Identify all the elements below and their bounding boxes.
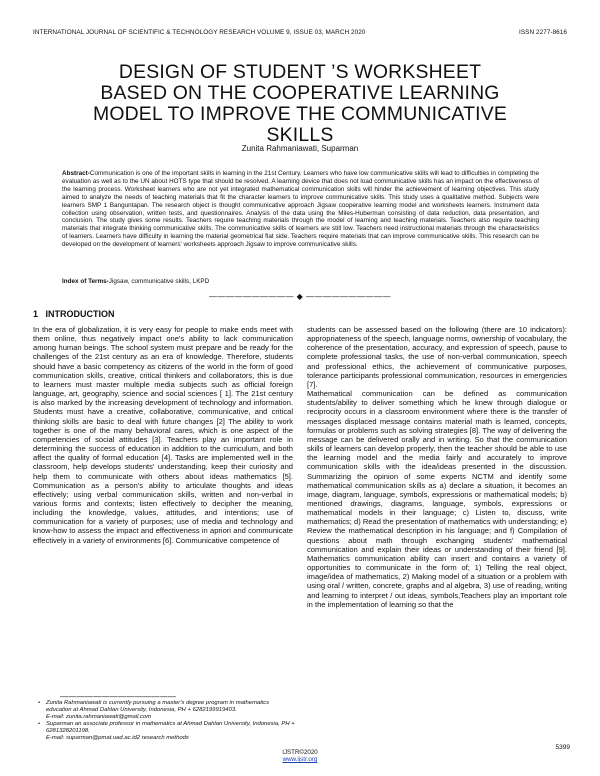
section-heading [33,309,115,319]
right-paragraph: students can be assessed based on the following (there are 10 indicators): appropriateness of the speech, language norms, ownership of vocabulary, the coherence of the presentation, accuracy, and expression of speech, pause to complete professional tasks, the use of non-verbal communication, speech and professional ethics, the achievement of communicative purposes, tolerance participants professional communication, resources in emergencies [7]. [307,325,567,389]
title-line: DESIGN OF STUDENT ’S WORKSHEET [118,61,482,83]
section-title: INTRODUCTION [45,309,115,319]
index-terms [62,278,539,285]
index-terms-label: Index of Terms- [62,278,109,285]
section-number: 1 [33,309,39,319]
title-line: MODEL TO IMPROVE THE COMMUNICATIVE [92,103,508,125]
right-paragraph: Mathematical communication can be defined as communication students/ability to deliver something which he knew through dialogue or reciprocity occurs in a classroom environment where there is the transfer of messages displaced message contains material math is learned, concepts, formulas or problems such as solving strategies [8]. The way of delivering the message can be delivered orally and in writing. So that the communication skills of learners can develop properly, then the teacher should be able to use the learning model and the media fairly and accurately to improve communication skills with the idea/ideas presented in the discussion. Summarizing the opinion of some experts NCTM and identify some mathematical communication skills as a) declare a situation, it becomes an image, diagram, language, symbols, expressions or mathematical models; b) mentioned drawings, diagrams, language, symbols, expressions or mathematical models in their language; c) Listen to, discuss, write mathematics; d) Read the presentation of mathematics with understanding; e) Review the mathematical description in his language; and f) Compilation of questions about math through exchanging students' mathematical communication and explain their ideas or understanding of their friend [9]. Mathematics communication ability can insert and contains a variety of opportunities to communicate in the form of; 1) Telling the real object, image/idea of mathematics, 2) Making model of a situation or a problem with using oral / written, concrete, graphs and al algebra, 3) use of reading, writing and learning to interpret / out ideas, symbols,Teachers play an important role in the implementation of learning so that the [307,389,567,609]
title-line: BASED ON THE COOPERATIVE LEARNING [100,82,500,104]
footnote-item [38,700,296,721]
site-link[interactable]: www.ijstr.org [282,756,318,764]
left-column-text: In the era of globalization, it is very easy for people to make ends meet with them online, thus negatively impact one's ability to lack communication among human beings. The school system must prepare and be ready for the challenges of the 21st century as an era of knowledge. Therefore, students should have a basic competency as citizens of the world in the form of good communication skills, creative, critical thinkers and collaborators, this is due to learners must master multiple media subjects such as official foreign language, art, geography, science and social sciences [ 1]. The 21st century is also marked by the increasing development of technology and information. Students must have a creative, collaborative, communicative, and critical thinking skills are basic to deal with future changes [2] The ability to work together is one of the many behavioral cares, which is one aspect of the competencies of social attitudes [3]. Teachers play an important role in determining the success of education in addition to the curriculum, and both affect the quality of formal education [4]. Tasks are implemented well in the classroom, help develops students' understanding, keep their curiosity and help them to communicate with others about ideas mathematics [5]. Communication as a person's ability to articulate thoughts and ideas effectively; using verbal communication skills, written and non-verbal in various forms and contexts; listen effectively to decipher the meaning, including the knowledge, values, attitudes, and intentions; use of communication for a variety of purposes; use of media and technology and know-how to assess the impact and effectiveness in apriori and communicate effectively in a variety of environments [6]. Communicative competence of [33,325,293,545]
author-list: Zunita Rahmaniawati, Suparman [241,144,359,153]
page-footer [0,749,600,764]
abstract-text: Communication is one of the important skills in learning in the 21st Century. Learners who have low communicative skills will lead to difficulties in completing the evaluation as well as to the UN about HOTS type that should be resolved. A learning device that does not load communicative skills has an impact on the effectiveness of the learning process. Worksheet learners who are not yet integrated mathematical communication skills will hinder the achievement of learning objectives. This study aimed to analyze the needs of teaching materials that fit the character learners to improve communicative skills. This study uses a qualitative method. Subjects were learners SMP 1 Banguntapan. The research object is thought communicative approach Jigsaw cooperative learning model and worksheets learners. Instrument data collection using observation, written tests, and questionnaires. Analysis of the data using the Miles-Huberman consisting of data reduction, data presentation, and conclusion. The study gives some results. Teachers require teaching materials through the model of learning and teaching materials. Teachers also require teaching materials that integrate thinking communicative skills. The communicative skills of learners are still low. Teachers need instructional materials through the characteristics of learners. Learners have difficulty in learning the material geometrical flat side. Teachers require materials that can improve communicative skills. This research can be developed on the development of learners' worksheets approach Jigsaw to improve communicative skills. [62,170,539,249]
title-line: SKILLS [266,124,334,146]
issn-header: ISSN 2277-8616 [519,29,567,36]
footnote-rule: —————————————— [60,692,177,701]
footnote-email: E-mail: suparman@pmat.uad.ac.id2 research methods [46,735,189,742]
footnote-line: Zunita Rahmaniawati is currently pursuing a master's degree program in mathematics education at Ahmad Dahlan University, Indonesia, PH + 6282199919403. [46,700,270,714]
copyright-code: IJSTR©2020 [282,749,318,756]
abstract [62,170,539,249]
footnote-email: E-mail: zunita.rahmaniawati@gmail.com [46,714,152,721]
page-number: 5399 [555,744,570,751]
bullet-icon: • [38,721,41,728]
bullet-icon: • [38,700,41,706]
right-column [307,325,567,609]
footnotes [38,700,296,743]
index-terms-text: Jigsaw, communicative skills, LKPD [108,278,210,285]
footnote-item [38,721,296,742]
footnote-line: Suparman an associate professor in mathematics at Ahmad Dahlan University, Indonesia, PH + 6281328201198. [46,721,295,735]
section-divider: —————————— ◆ —————————— [208,292,392,301]
paper-title [40,62,560,146]
journal-header: INTERNATIONAL JOURNAL OF SCIENTIFIC & TECHNOLOGY RESEARCH VOLUME 9, ISSUE 03, MARCH 2020 [33,29,366,36]
abstract-label: Abstract- [62,170,90,177]
